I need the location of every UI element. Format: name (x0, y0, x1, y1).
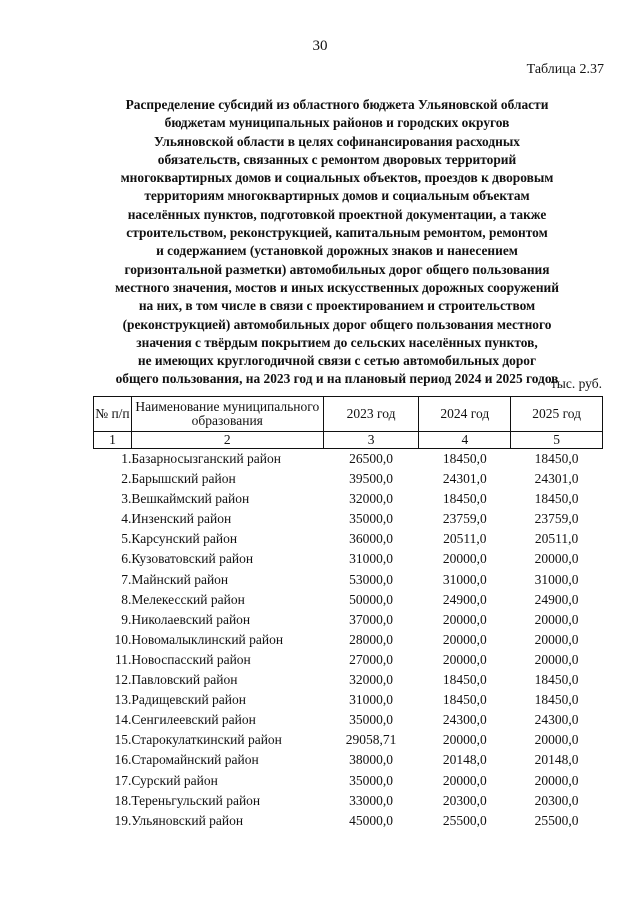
header-2023: 2023 год (323, 397, 419, 432)
cell-y2023: 32000,0 (349, 491, 393, 507)
cell-name: Николаевский район (131, 611, 251, 627)
cell-y2024: 24301,0 (442, 471, 487, 487)
cell-y2025: 24300,0 (534, 712, 579, 728)
cell-y2023: 31000,0 (349, 692, 393, 708)
cell-name: Радищевский район (131, 692, 246, 708)
cell-y2024: 20148,0 (442, 752, 487, 768)
cell-y2024: 20000,0 (442, 651, 487, 667)
cell-name: Сурский район (131, 772, 218, 788)
cell-y2025: 31000,0 (534, 571, 579, 587)
table-row (94, 489, 603, 509)
cell-name: Кузоватовский район (131, 551, 254, 567)
title-line: обязательств, связанных с ремонтом дворовых территорий (157, 151, 517, 167)
units-label: тыс. руб. (550, 376, 602, 391)
table-row (94, 811, 603, 831)
table-row (94, 710, 603, 730)
title-line: территориям многоквартирных домов и социальным объектам (144, 188, 530, 204)
cell-num: 1. (121, 451, 132, 466)
title-line: не имеющих круглогодичной связи с сетью автомобильных дорог (137, 353, 537, 369)
cell-y2023: 32000,0 (349, 672, 393, 688)
cell-y2025: 24301,0 (534, 471, 579, 487)
cell-y2025: 20000,0 (534, 772, 579, 788)
cell-y2023: 35000,0 (349, 712, 393, 728)
cell-y2024: 24900,0 (442, 591, 487, 607)
cell-num: 9. (121, 611, 132, 627)
cell-num: 6. (121, 551, 132, 567)
cell-name: Вешкаймский район (131, 491, 250, 507)
table-row (94, 610, 603, 630)
cell-y2023: 27000,0 (349, 651, 393, 667)
title-line: Ульяновской области в целях софинансирования расходных (154, 133, 520, 149)
cell-y2023: 38000,0 (349, 752, 393, 768)
cell-num: 19. (114, 812, 132, 828)
cell-y2023: 53000,0 (349, 571, 393, 587)
table-row (94, 630, 603, 650)
cell-y2024: 20000,0 (442, 551, 487, 567)
cell-num: 14. (114, 712, 132, 728)
cell-name: Тереньгульский район (131, 792, 261, 808)
table-label: Таблица 2.37 (526, 62, 604, 77)
cell-y2025: 20000,0 (534, 651, 579, 667)
cell-num: 18. (114, 792, 132, 808)
cell-y2024: 18450,0 (442, 692, 487, 708)
cell-num: 4. (121, 511, 132, 527)
cell-name: Базарносызганский район (131, 451, 281, 466)
cell-name: Сенгилеевский район (131, 712, 256, 728)
cell-num: 13. (114, 692, 132, 708)
cell-y2024: 24300,0 (442, 712, 487, 728)
cell-num: 16. (114, 752, 132, 768)
header-2025: 2025 год (511, 397, 603, 432)
column-index-cell: 2 (131, 432, 323, 449)
cell-name: Барышский район (131, 471, 236, 487)
table-row (94, 449, 603, 470)
cell-num: 12. (114, 672, 132, 688)
title-line: (реконструкцией) автомобильных дорог общего пользования местного (122, 316, 552, 332)
column-index-cell: 1 (94, 432, 132, 449)
cell-num: 10. (114, 631, 132, 647)
cell-y2024: 18450,0 (442, 672, 487, 688)
cell-y2025: 18450,0 (534, 491, 579, 507)
subsidy-table (93, 396, 603, 831)
table-row (94, 690, 603, 710)
document-title (88, 96, 586, 389)
cell-y2024: 20000,0 (442, 772, 487, 788)
cell-y2023: 35000,0 (349, 772, 393, 788)
cell-y2023: 31000,0 (349, 551, 393, 567)
cell-y2023: 45000,0 (349, 812, 393, 828)
cell-y2023: 39500,0 (349, 471, 393, 487)
cell-y2024: 20000,0 (442, 611, 487, 627)
title-line: населённых пунктов, подготовкой проектной документации, а также (127, 206, 547, 222)
title-line: строительством, реконструкцией, капитальным ремонтом, ремонтом (126, 225, 548, 241)
cell-num: 11. (115, 651, 132, 667)
cell-name: Карсунский район (131, 531, 238, 547)
header-name: Наименование муниципального образования (131, 397, 323, 432)
cell-name: Старокулаткинский район (131, 732, 282, 748)
cell-num: 5. (121, 531, 132, 547)
cell-y2023: 26500,0 (349, 451, 393, 466)
cell-y2024: 18450,0 (442, 491, 487, 507)
title-line: многоквартирных домов и социальных объектов, проездов к дворовым (120, 170, 554, 186)
title-line: местного значения, мостов и иных искусственных дорожных сооружений (115, 279, 559, 295)
title-line: Распределение субсидий из областного бюджета Ульяновской области (125, 97, 549, 112)
cell-y2024: 31000,0 (442, 571, 487, 587)
table-row (94, 570, 603, 590)
cell-y2023: 28000,0 (349, 631, 393, 647)
cell-y2023: 37000,0 (349, 611, 393, 627)
cell-num: 2. (121, 471, 132, 487)
cell-name: Старомайнский район (131, 752, 259, 768)
cell-name: Новомалыклинский район (131, 631, 284, 647)
title-line: бюджетам муниципальных районов и городских округов (164, 115, 510, 131)
cell-name: Майнский район (131, 571, 229, 587)
cell-y2023: 29058,71 (345, 732, 397, 748)
table-row (94, 771, 603, 791)
cell-y2024: 23759,0 (442, 511, 487, 527)
cell-name: Мелекесский район (131, 591, 245, 607)
cell-y2023: 35000,0 (349, 511, 393, 527)
title-line: на них, в том числе в связи с проектированием и строительством (138, 298, 536, 314)
cell-num: 8. (121, 591, 132, 607)
table-header (94, 397, 603, 449)
table-row (94, 469, 603, 489)
cell-num: 3. (121, 491, 132, 507)
cell-y2025: 20000,0 (534, 732, 579, 748)
cell-y2025: 20000,0 (534, 551, 579, 567)
title-line: и содержанием (установкой дорожных знаков и нанесением (156, 243, 518, 259)
cell-name: Новоспасский район (131, 651, 251, 667)
cell-num: 15. (114, 732, 132, 748)
table-row (94, 750, 603, 770)
cell-y2025: 18450,0 (534, 672, 579, 688)
cell-y2024: 18450,0 (442, 451, 487, 466)
table-row (94, 730, 603, 750)
cell-name: Ульяновский район (131, 812, 244, 828)
cell-y2023: 50000,0 (349, 591, 393, 607)
title-line: значения с твёрдым покрытием до сельских населённых пунктов, (136, 334, 538, 350)
cell-y2025: 23759,0 (534, 511, 579, 527)
table-row (94, 529, 603, 549)
column-index-cell: 4 (419, 432, 511, 449)
cell-y2025: 20000,0 (534, 611, 579, 627)
table-row (94, 791, 603, 811)
table-row (94, 650, 603, 670)
header-2024: 2024 год (419, 397, 511, 432)
column-index-row (94, 432, 603, 449)
cell-name: Павловский район (131, 672, 238, 688)
table-body (94, 449, 603, 831)
cell-y2024: 25500,0 (442, 812, 487, 828)
cell-y2024: 20511,0 (443, 531, 487, 547)
cell-y2025: 20300,0 (534, 792, 579, 808)
cell-y2025: 20000,0 (534, 631, 579, 647)
table-row (94, 670, 603, 690)
cell-num: 17. (114, 772, 132, 788)
cell-y2023: 36000,0 (349, 531, 393, 547)
table-row (94, 590, 603, 610)
cell-y2025: 24900,0 (534, 591, 579, 607)
table-row (94, 509, 603, 529)
table-row (94, 549, 603, 569)
title-line: общего пользования, на 2023 год и на плановый период 2024 и 2025 годов (115, 371, 559, 387)
cell-y2025: 18450,0 (534, 692, 579, 708)
cell-y2024: 20000,0 (442, 631, 487, 647)
column-index-cell: 5 (511, 432, 603, 449)
cell-y2025: 25500,0 (534, 812, 579, 828)
cell-y2024: 20300,0 (442, 792, 487, 808)
title-line: горизонтальной разметки) автомобильных дорог общего пользования (124, 261, 550, 277)
cell-name: Инзенский район (131, 511, 232, 527)
cell-y2025: 18450,0 (534, 451, 579, 466)
cell-y2024: 20000,0 (442, 732, 487, 748)
page-number: 30 (312, 38, 328, 54)
header-num: № п/п (94, 397, 132, 432)
cell-y2023: 33000,0 (349, 792, 393, 808)
cell-y2025: 20148,0 (534, 752, 579, 768)
column-index-cell: 3 (323, 432, 419, 449)
cell-num: 7. (121, 571, 132, 587)
cell-y2025: 20511,0 (534, 531, 579, 547)
